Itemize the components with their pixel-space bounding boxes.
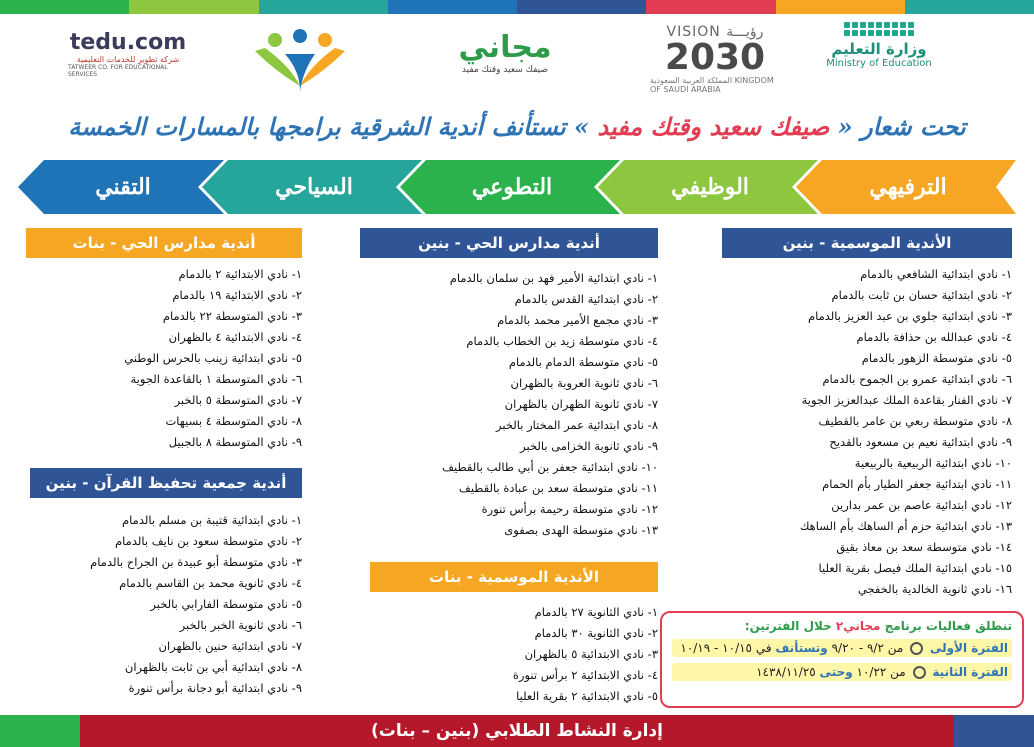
first-period-keyword: وتستأنف: [775, 641, 828, 655]
majani-name: مجاني: [458, 30, 552, 65]
list-item: ١٣- نادي متوسطة الهدى بصفوى: [504, 523, 658, 537]
list-item: ٦- نادي المتوسطة ١ بالقاعدة الجوية: [130, 372, 302, 386]
list-item: ٥- نادي متوسطة الفارابي بالخبر: [150, 597, 302, 611]
list-item: ١١- نادي متوسطة سعد بن عبادة بالقطيف: [458, 481, 658, 495]
list-item: ٨- نادي ابتدائية أبي بن ثابت بالظهران: [124, 660, 302, 674]
list-item: ٣- نادي متوسطة أبو عبيدة بن الجراح بالدمام: [90, 555, 302, 569]
periods-box: [660, 611, 1024, 708]
vision-2030-logo: [650, 24, 780, 94]
tracks-row: [18, 160, 1016, 214]
list-item: ٦- نادي ثانوية العروبة بالظهران: [510, 376, 658, 390]
list-item: ٧- نادي ابتدائية حنين بالظهران: [158, 639, 302, 653]
majani-logo: [440, 30, 570, 75]
vision-title: VISION رؤيـــة: [666, 24, 764, 40]
seasonal-girls-header: الأندية الموسمية - بنات: [370, 562, 658, 592]
ministry-logo: [814, 22, 944, 69]
list-item: ١٠- نادي ابتدائية جعفر بن أبي طالب بالقطيف: [442, 460, 658, 474]
list-item: ٥- نادي متوسطة الزهور بالدمام: [861, 351, 1012, 365]
list-item: ١- نادي الثانوية ٢٧ بالدمام: [534, 605, 658, 619]
list-item: ٤- نادي الابتدائية ٤ بالظهران: [168, 330, 302, 344]
list-item: ١- نادي ابتدائية قتيبة بن مسلم بالدمام: [122, 513, 302, 527]
list-item: ٩- نادي ثانوية الخزامى بالخبر: [520, 439, 658, 453]
list-item: ١٦- نادي ثانوية الخالدية بالخفجي: [857, 582, 1012, 596]
second-period-keyword: وحتى: [819, 665, 853, 679]
district-boys-header: أندية مدارس الحي - بنين: [360, 228, 658, 258]
list-item: ١٢- نادي متوسطة رحيمة برأس تنورة: [481, 502, 658, 516]
list-item: ١٤- نادي متوسطة سعد بن معاذ بقيق: [836, 540, 1012, 554]
list-item: ٣- نادي مجمع الأمير محمد بالدمام: [497, 313, 658, 327]
slogan-heading: [0, 112, 1034, 148]
track-technical: التقني: [95, 174, 151, 200]
list-item: ٥- نادي ابتدائية زينب بالحرس الوطني: [124, 351, 302, 365]
first-period-row: [672, 639, 1012, 657]
list-item: ١- نادي ابتدائية الشافعي بالدمام: [860, 267, 1012, 281]
ministry-dots-icon: [844, 22, 914, 36]
list-item: ٥- نادي الابتدائية ٢ بقرية العليا: [516, 689, 658, 703]
footer-banner: [0, 715, 1034, 747]
periods-intro: [672, 619, 1012, 633]
list-item: ٨- نادي المتوسطة ٤ بسيهات: [165, 414, 302, 428]
list-item: ٩- نادي ابتدائية نعيم بن مسعود بالقديح: [829, 435, 1012, 449]
track-entertainment: الترفيهي: [869, 174, 947, 200]
list-item: ٢- نادي الثانوية ٣٠ بالدمام: [534, 626, 658, 640]
seasonal-boys-list: [722, 264, 1012, 600]
district-girls-list: [26, 264, 302, 453]
footer-text: إدارة النشاط الطلابي (بنين – بنات): [371, 721, 663, 741]
first-period-range-a: من ٩/٢ - ٩/٢٠: [831, 641, 904, 655]
list-item: ٢- نادي الابتدائية ١٩ بالدمام: [172, 288, 302, 302]
majani-tagline: صيفك سعيد وقتك مفيد: [461, 65, 549, 75]
periods-intro-pre: تنطلق فعاليات برنامج: [880, 619, 1012, 633]
periods-intro-post: خلال الفترتين:: [744, 619, 836, 633]
quran-boys-list: [30, 510, 302, 699]
top-color-bar: [0, 0, 1034, 14]
tedu-name-ar: شركة تطوير للخدمات التعليمية: [76, 55, 180, 64]
list-item: ٧- نادي المتوسطة ٥ بالخبر: [174, 393, 302, 407]
tedu-logo: [68, 30, 188, 78]
list-item: ١٥- نادي ابتدائية الملك فيصل بقرية العليا: [818, 561, 1012, 575]
clock-icon: [913, 666, 926, 679]
second-period-range-b: ١٤٣٨/١١/٢٥: [756, 665, 816, 679]
list-item: ٣- نادي الابتدائية ٥ بالظهران: [524, 647, 658, 661]
list-item: ٣- نادي ابتدائية جلوي بن عبد العزيز بالدمام: [807, 309, 1012, 323]
second-period-range-a: من ١٠/٢٢: [856, 665, 906, 679]
slogan-highlight: صيفك سعيد وقتك مفيد: [588, 112, 838, 141]
list-item: ١٢- نادي ابتدائية عاصم بن عمر بدارين: [831, 498, 1012, 512]
list-item: ١٠- نادي ابتدائية الربيعية بالربيعية: [854, 456, 1012, 470]
list-item: ٨- نادي ابتدائية عمر المختار بالخبر: [496, 418, 658, 432]
first-period-label: الفترة الأولى: [929, 641, 1008, 655]
seasonal-girls-list: [370, 602, 658, 707]
list-item: ٢- نادي متوسطة سعود بن نايف بالدمام: [115, 534, 302, 548]
list-item: ٧- نادي الفنار بقاعدة الملك عبدالعزيز الجوية: [801, 393, 1012, 407]
list-item: ٦- نادي ثانوية الخبر بالخبر: [179, 618, 302, 632]
ministry-name-ar: وزارة التعليم: [831, 40, 927, 58]
list-item: ٢- نادي ابتدائية القدس بالدمام: [514, 292, 658, 306]
tedu-name: tedu.com: [69, 30, 187, 55]
vision-year: 2030: [664, 37, 766, 78]
slogan-pre: تحت شعار «: [837, 112, 966, 141]
list-item: ١١- نادي ابتدائية جعفر الطيار بأم الحمام: [822, 477, 1012, 491]
ministry-name-en: Ministry of Education: [826, 58, 932, 69]
list-item: ٤- نادي الابتدائية ٢ برأس تنورة: [512, 668, 658, 682]
list-item: ٣- نادي المتوسطة ٢٢ بالدمام: [162, 309, 302, 323]
seasonal-boys-header: الأندية الموسمية - بنين: [722, 228, 1012, 258]
list-item: ٧- نادي ثانوية الظهران بالظهران: [504, 397, 658, 411]
list-item: ١- نادي الابتدائية ٢ بالدمام: [178, 267, 302, 281]
district-girls-header: أندية مدارس الحي - بنات: [26, 228, 302, 258]
list-item: ١٣- نادي ابتدائية حزم أم الساهك بأم الساهك: [799, 519, 1012, 533]
district-boys-list: [360, 268, 658, 541]
second-period-label: الفترة الثانية: [932, 665, 1008, 679]
list-item: ٩- نادي المتوسطة ٨ بالجبيل: [168, 435, 302, 449]
list-item: ٤- نادي متوسطة زيد بن الخطاب بالدمام: [466, 334, 658, 348]
vision-country: المملكة العربية السعودية KINGDOM OF SAUDI ARABIA: [650, 76, 774, 94]
clock-icon: [910, 642, 923, 655]
tedu-name-en: TATWEER CO. FOR EDUCATIONAL SERVICES: [68, 64, 168, 78]
first-period-range-b: في ١٠/١٥ - ١٠/١٩: [680, 641, 772, 655]
logos-row: [0, 22, 1034, 108]
list-item: ٥- نادي متوسطة الدمام بالدمام: [508, 355, 658, 369]
periods-intro-brand: مجاني٢: [835, 619, 881, 633]
track-tourism: السياحي: [275, 174, 353, 200]
list-item: ٢- نادي ابتدائية حسان بن ثابت بالدمام: [831, 288, 1012, 302]
list-item: ٦- نادي ابتدائية عمرو بن الجموح بالدمام: [822, 372, 1012, 386]
list-item: ٩- نادي ابتدائية أبو دجانة برأس تنورة: [128, 681, 302, 695]
track-vocational: الوظيفي: [671, 174, 749, 200]
people-icon: [245, 26, 355, 96]
track-volunteer: التطوعي: [471, 174, 553, 200]
second-period-row: [672, 663, 1012, 681]
list-item: ٨- نادي متوسطة ربعي بن عامر بالقطيف: [818, 414, 1012, 428]
list-item: ٤- نادي عبدالله بن حذافة بالدمام: [856, 330, 1012, 344]
list-item: ١- نادي ابتدائية الأمير فهد بن سلمان بالدمام: [449, 271, 658, 285]
slogan-post: » تستأنف أندية الشرقية برامجها بالمسارات الخمسة: [68, 112, 589, 141]
quran-boys-header: أندية جمعية تحفيظ القرآن - بنين: [30, 468, 302, 498]
list-item: ٤- نادي ثانوية محمد بن القاسم بالدمام: [119, 576, 302, 590]
